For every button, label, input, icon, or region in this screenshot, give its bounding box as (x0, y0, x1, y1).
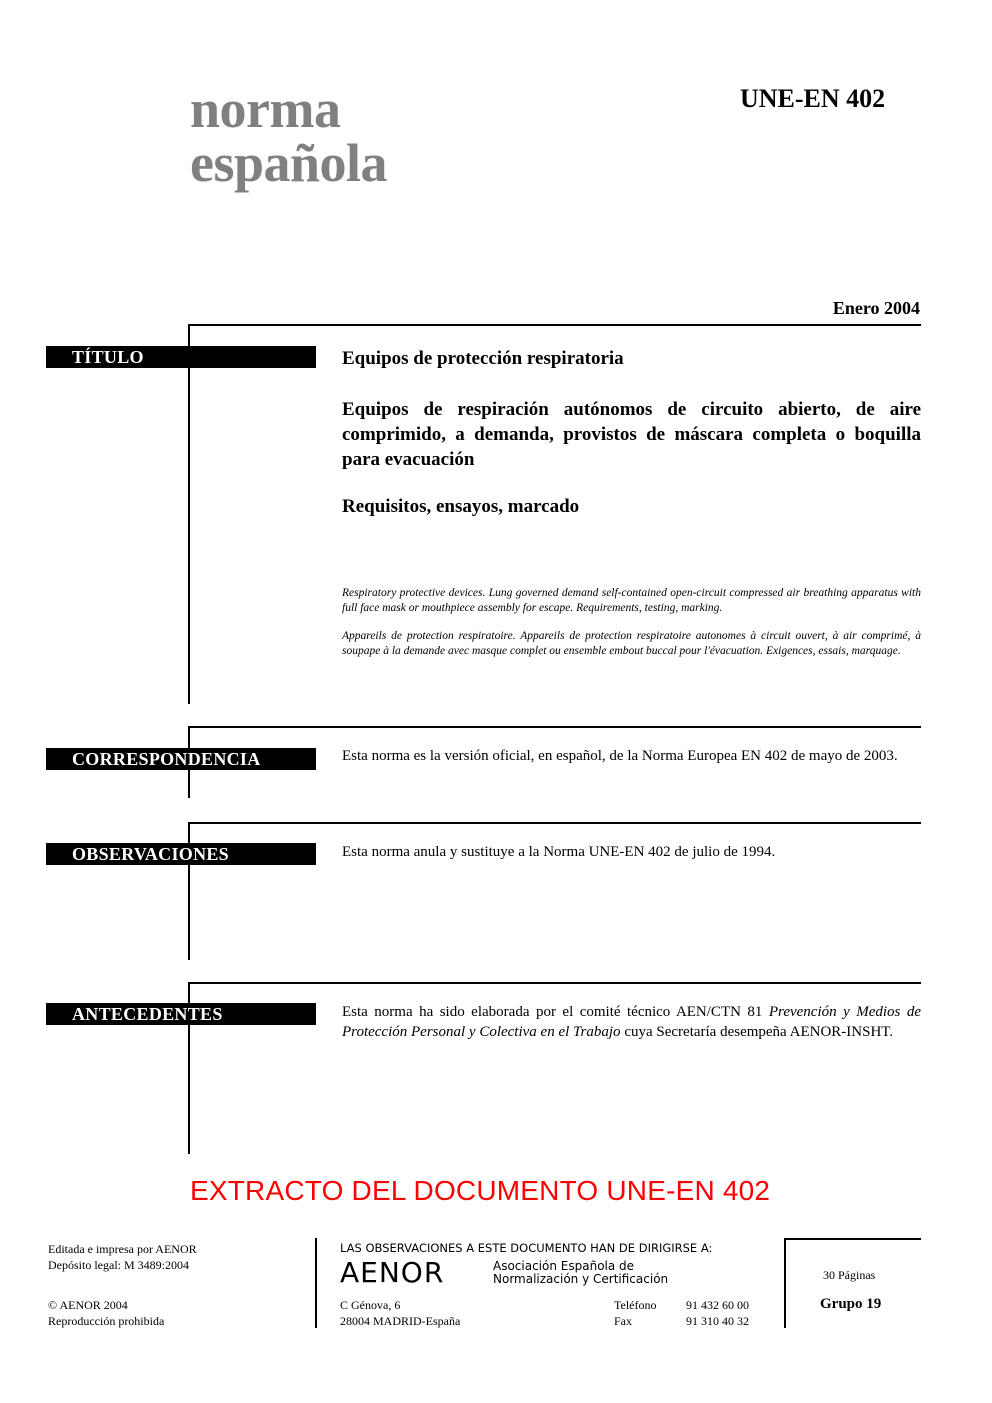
aenor-logo: AENOR (340, 1256, 445, 1289)
footer-reproduction: Reproducción prohibida (48, 1314, 165, 1328)
divider-titulo (188, 324, 921, 326)
vertical-rule-titulo (188, 324, 190, 704)
association-line-1: Asociación Española de (493, 1259, 635, 1273)
footer-box-left (784, 1238, 786, 1328)
heading-norma-espanola (190, 79, 388, 193)
divider-observaciones (188, 822, 921, 824)
footer-deposit: Depósito legal: M 3489:2004 (48, 1258, 189, 1272)
divider-antecedentes (188, 982, 921, 984)
footer-observations-heading: LAS OBSERVACIONES A ESTE DOCUMENTO HAN DE DIRIGIRSE A: (340, 1241, 713, 1255)
heading-line-2: española (190, 133, 388, 193)
page-count: 30 Páginas (823, 1268, 876, 1282)
price-group: Grupo 19 (820, 1296, 882, 1312)
extract-notice: EXTRACTO DEL DOCUMENTO UNE-EN 402 (190, 1175, 771, 1206)
antecedentes-text (342, 1002, 921, 1042)
title-line-3: Requisitos, ensayos, marcado (342, 496, 580, 517)
titulo-content (342, 346, 921, 659)
label-antecedentes: ANTECEDENTES (46, 1003, 316, 1025)
phone-value: 91 432 60 00 (686, 1298, 749, 1312)
divider-correspondencia (188, 726, 921, 728)
fax-label: Fax (614, 1314, 632, 1328)
footer-divider-left (315, 1238, 317, 1328)
footer-copyright: © AENOR 2004 (48, 1298, 128, 1312)
footer-contact-labels (614, 1297, 656, 1329)
footer-publisher (48, 1241, 197, 1273)
fax-value: 91 310 40 32 (686, 1314, 749, 1328)
footer-box-top (784, 1238, 921, 1240)
label-observaciones: OBSERVACIONES (46, 843, 316, 865)
label-correspondencia: CORRESPONDENCIA (46, 748, 316, 770)
title-line-1: Equipos de protección respiratoria (342, 348, 624, 369)
address-line-2: 28004 MADRID-España (340, 1314, 461, 1328)
correspondencia-text: Esta norma es la versión oficial, en español, de la Norma Europea EN 402 de mayo de 2003. (342, 748, 898, 764)
antecedentes-text-post: cuya Secretaría desempeña AENOR-INSHT. (620, 1024, 894, 1040)
heading-line-1: norma (190, 79, 341, 139)
title-line-2: Equipos de respiración autónomos de circuito abierto, de aire comprimido, a demanda, provistos de máscara completa o boquilla para evacuación (342, 399, 921, 470)
association-line-2: Normalización y Certificación (493, 1272, 669, 1286)
footer-edited: Editada e impresa por AENOR (48, 1242, 197, 1256)
footer-address (340, 1297, 460, 1329)
publication-date: Enero 2004 (832, 298, 920, 318)
title-french: Appareils de protection respiratoire. Appareils de protection respiratoire autonomes à circuit ouvert, à air comprimé, à soupape à la demande avec masque complet ou ensemble embout buccal pour l'évacuation. Exigences, essais, marquage. (342, 630, 921, 657)
antecedentes-text-pre: Esta norma ha sido elaborada por el comité técnico AEN/CTN 81 (342, 1004, 769, 1020)
footer-copyright-block (48, 1297, 164, 1329)
phone-label: Teléfono (614, 1298, 657, 1312)
antecedentes-committee-name: Prevención y Medios de Protección Personal y Colectiva en el Trabajo (342, 1004, 921, 1040)
address-line-1: C Génova, 6 (340, 1298, 401, 1312)
label-titulo: TÍTULO (46, 346, 316, 368)
footer-association (493, 1260, 668, 1286)
observaciones-text: Esta norma anula y sustituye a la Norma UNE-EN 402 de julio de 1994. (342, 844, 776, 860)
footer-contact-values (686, 1297, 749, 1329)
standard-code: UNE-EN 402 (740, 84, 886, 113)
title-english: Respiratory protective devices. Lung governed demand self-contained open-circuit compressed air breathing apparatus with full face mask or mouthpiece assembly for escape. Requirements, testing, marking. (342, 587, 921, 614)
